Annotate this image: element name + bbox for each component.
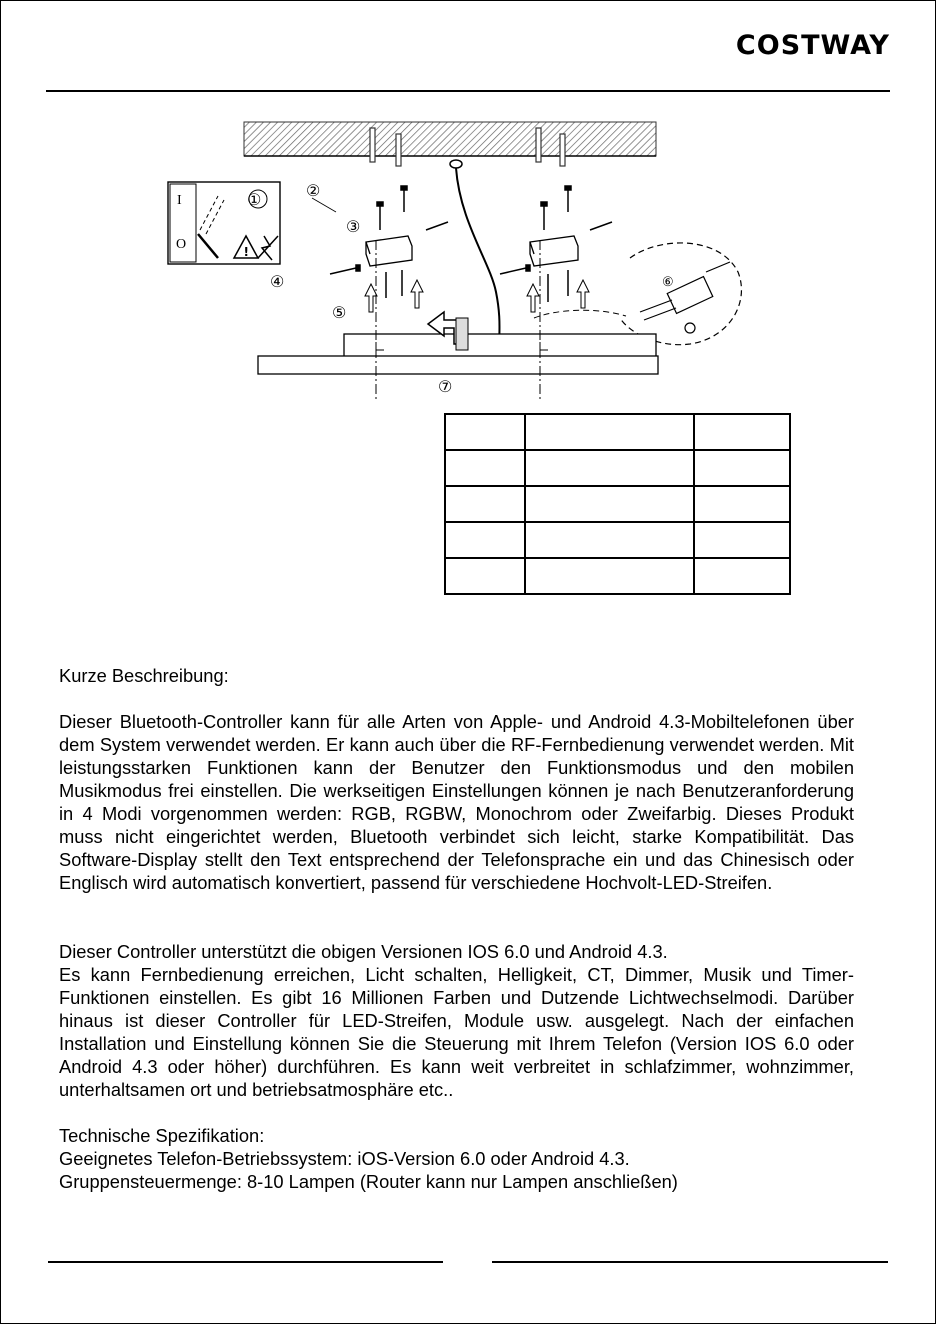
table-row	[445, 414, 790, 450]
section-heading: Kurze Beschreibung:	[59, 665, 229, 686]
switch-off-label: O	[176, 237, 187, 252]
features-intro: Dieser Controller unterstützt die obigen Versionen IOS 6.0 und Android 4.3.	[59, 941, 668, 962]
table-cell	[694, 486, 790, 522]
cable-hole	[450, 160, 462, 168]
table-cell	[445, 450, 525, 486]
table-cell	[445, 522, 525, 558]
step-4-label: ④	[270, 272, 285, 291]
spec-block	[59, 1124, 854, 1193]
table-cell	[694, 522, 790, 558]
table-row	[445, 450, 790, 486]
brand-logo: COSTWAY	[735, 30, 890, 61]
step-7-label: ⑦	[438, 377, 453, 396]
step-2-label: ②	[306, 181, 321, 200]
table-cell	[445, 414, 525, 450]
table-row	[445, 486, 790, 522]
table-row	[445, 558, 790, 594]
power-cable	[456, 168, 500, 342]
terminal-block	[640, 262, 730, 333]
table-row	[445, 522, 790, 558]
step-6-label: ⑥	[662, 275, 674, 290]
table-cell	[525, 522, 694, 558]
description-paragraph: Dieser Bluetooth-Controller kann für alle Arten von Apple- und Android 4.3-Mobiltelefonen über dem System verwendet werden. Er kann auch über die RF-Fernbedienung verwendet werden. Mit leistungsstarken Funktionen kann der Benutzer den Funktionsmodus und den mobilen Musikmodus frei einstellen. Die werkseitigen Einstellungen können je nach Benutzeranforderung in 4 Modi vorgenommen werden: RGB, RGBW, Monochrom oder Zweifarbig. Dieses Produkt muss nicht eingerichtet werden, Bluetooth verbindet sich leicht, starke Kompatibilität. Das Software-Display stellt den Text entsprechend der Telefonsprache ein und das Chinesisch oder Englisch wird automatisch konvertiert, passend für verschiedene Hochvolt-LED-Streifen.	[59, 711, 854, 893]
step-1-label: ①	[247, 190, 262, 209]
table-cell	[525, 450, 694, 486]
header-rule	[46, 90, 890, 92]
spec-item: Gruppensteuermenge: 8-10 Lampen (Router kann nur Lampen anschließen)	[59, 1171, 678, 1192]
features-block	[59, 940, 854, 1101]
table-cell	[525, 414, 694, 450]
table-cell	[525, 558, 694, 594]
step-3-label: ③	[346, 217, 361, 236]
spec-table	[444, 413, 791, 595]
mounting-brackets	[366, 236, 578, 266]
features-paragraph: Es kann Fernbedienung erreichen, Licht schalten, Helligkeit, CT, Dimmer, Musik und Timer-Funktionen einstellen. Es gibt 16 Millionen Farben und Dutzende Lichtwechselmodi. Darüber hinaus ist dieser Controller für LED-Streifen, Module usw. ausgelegt. Nach der einfachen Installation und Einstellung können Sie die Steuerung mit Ihrem Telefon (Version IOS 6.0 oder Android 4.3 oder höher) durchführen. Es kann weit verbreitet in schlafzimmer, wohnzimmer, unterhaltsamen ort und betriebsatmosphäre etc..	[59, 964, 854, 1100]
table-cell	[445, 558, 525, 594]
footer-rule-right	[492, 1261, 888, 1263]
step-5-label: ⑤	[332, 303, 347, 322]
table-cell	[445, 486, 525, 522]
up-arrows	[365, 280, 589, 312]
installation-diagram	[160, 112, 760, 404]
lamp-base	[258, 356, 658, 374]
switch-on-label: I	[177, 193, 182, 208]
table-cell	[694, 450, 790, 486]
ceiling-slab	[244, 122, 656, 156]
svg-text:!: !	[243, 245, 249, 259]
table-cell	[525, 486, 694, 522]
spec-heading: Technische Spezifikation:	[59, 1125, 265, 1146]
spec-item: Geeignetes Telefon-Betriebssystem: iOS-Version 6.0 oder Android 4.3.	[59, 1148, 630, 1169]
table-cell	[694, 558, 790, 594]
table-cell	[694, 414, 790, 450]
description-block	[59, 710, 854, 894]
footer-rule-left	[48, 1261, 443, 1263]
switch-off-panel	[168, 182, 280, 264]
